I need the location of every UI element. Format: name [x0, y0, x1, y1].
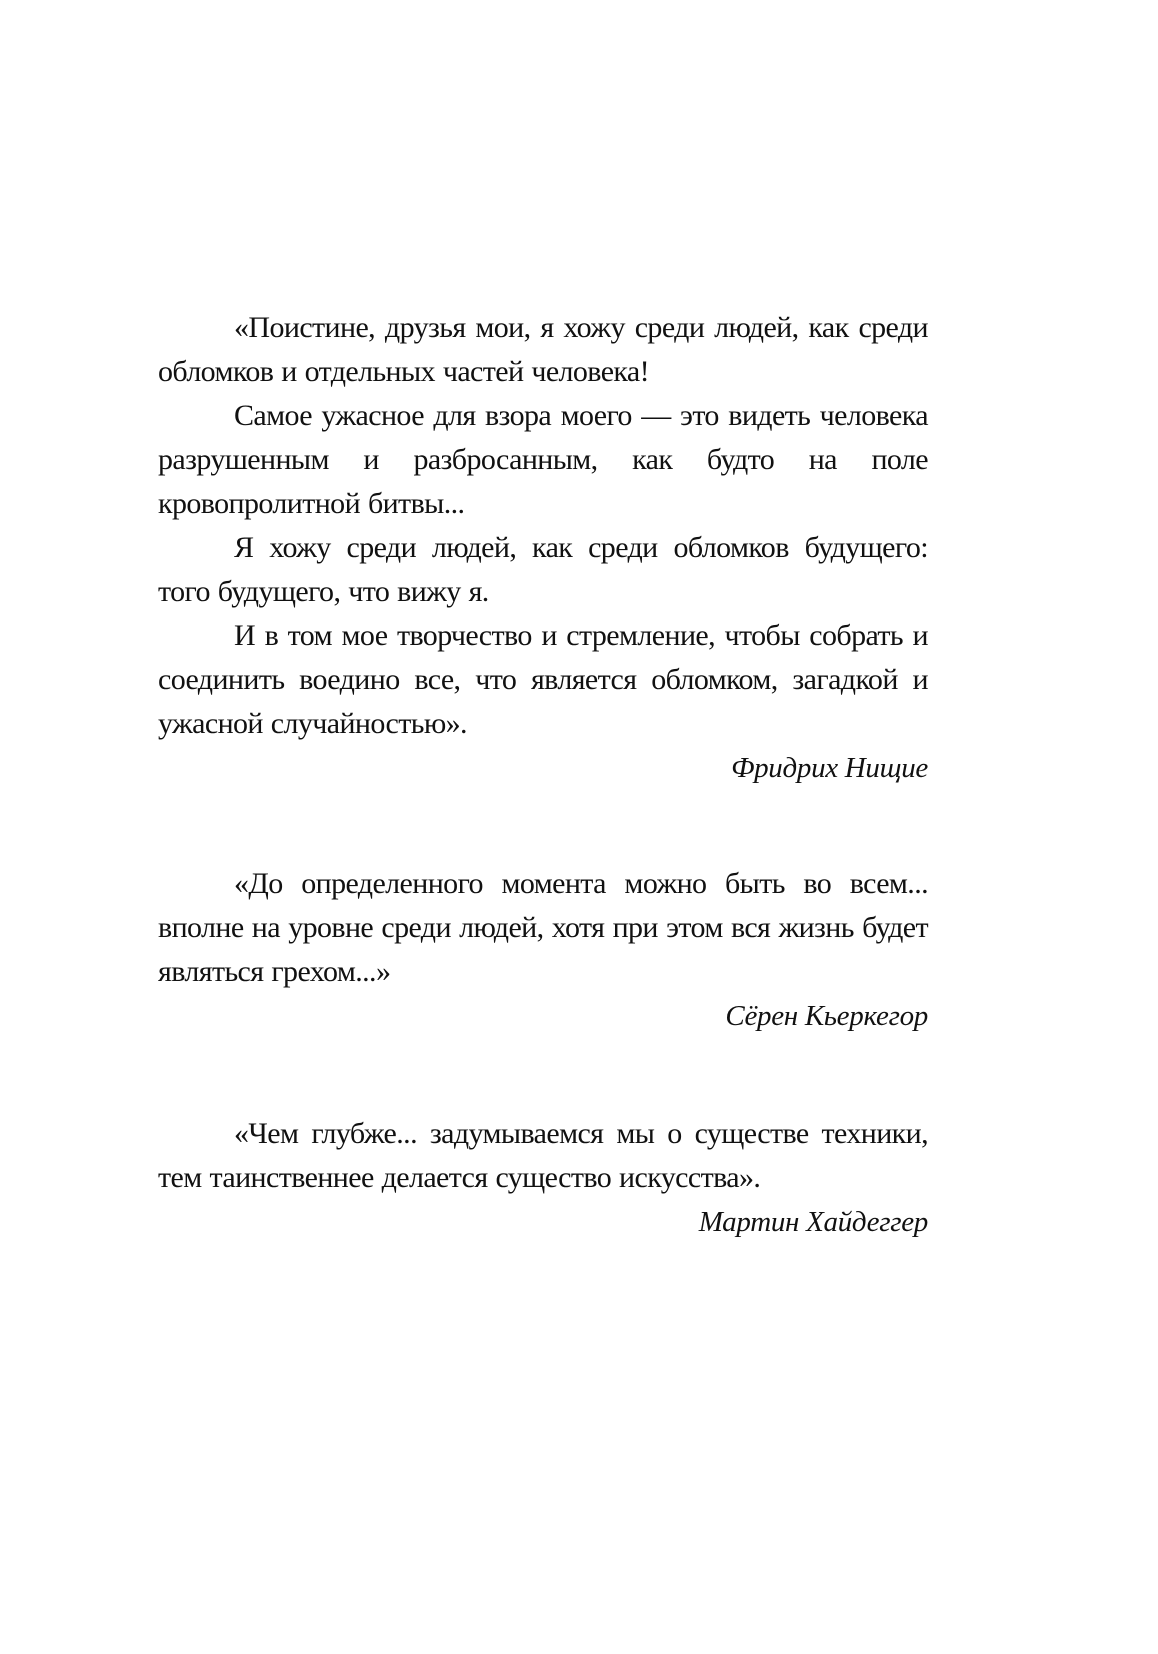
epigraph-page: [158, 306, 928, 1244]
quote-paragraph: И в том мое творчество и стремление, чтобы собрать и соединить воедино все, что является обломком, загадкой и ужасной случайностью».: [158, 619, 928, 740]
quote-paragraph: «До определенного момента можно быть во всем... вполне на уровне среди людей, хотя при этом вся жизнь будет являться грехом...»: [158, 867, 928, 988]
quote-paragraph: «Чем глубже... задумываемся мы о существе техники, тем таинственнее делается существо искусства».: [158, 1117, 928, 1194]
quote-nietzsche: [158, 306, 928, 790]
quote-author: Мартин Хайдеггер: [698, 1206, 928, 1238]
quote-heidegger: [158, 1112, 928, 1244]
quote-author: Фридрих Нищие: [731, 752, 928, 784]
quote-author: Сёрен Кьеркегор: [725, 1000, 928, 1032]
quote-paragraph: Самое ужасное для взора моего — это видеть человека разрушенным и разбросанным, как будто на поле кровопролитной битвы...: [158, 399, 928, 520]
spacer: [158, 1038, 928, 1112]
quote-paragraph: «Поистине, друзья мои, я хожу среди людей, как среди обломков и отдельных частей человека!: [158, 311, 928, 388]
quote-paragraph: Я хожу среди людей, как среди обломков будущего: того будущего, что вижу я.: [158, 531, 928, 608]
quote-kierkegaard: [158, 862, 928, 1038]
spacer: [158, 790, 928, 862]
